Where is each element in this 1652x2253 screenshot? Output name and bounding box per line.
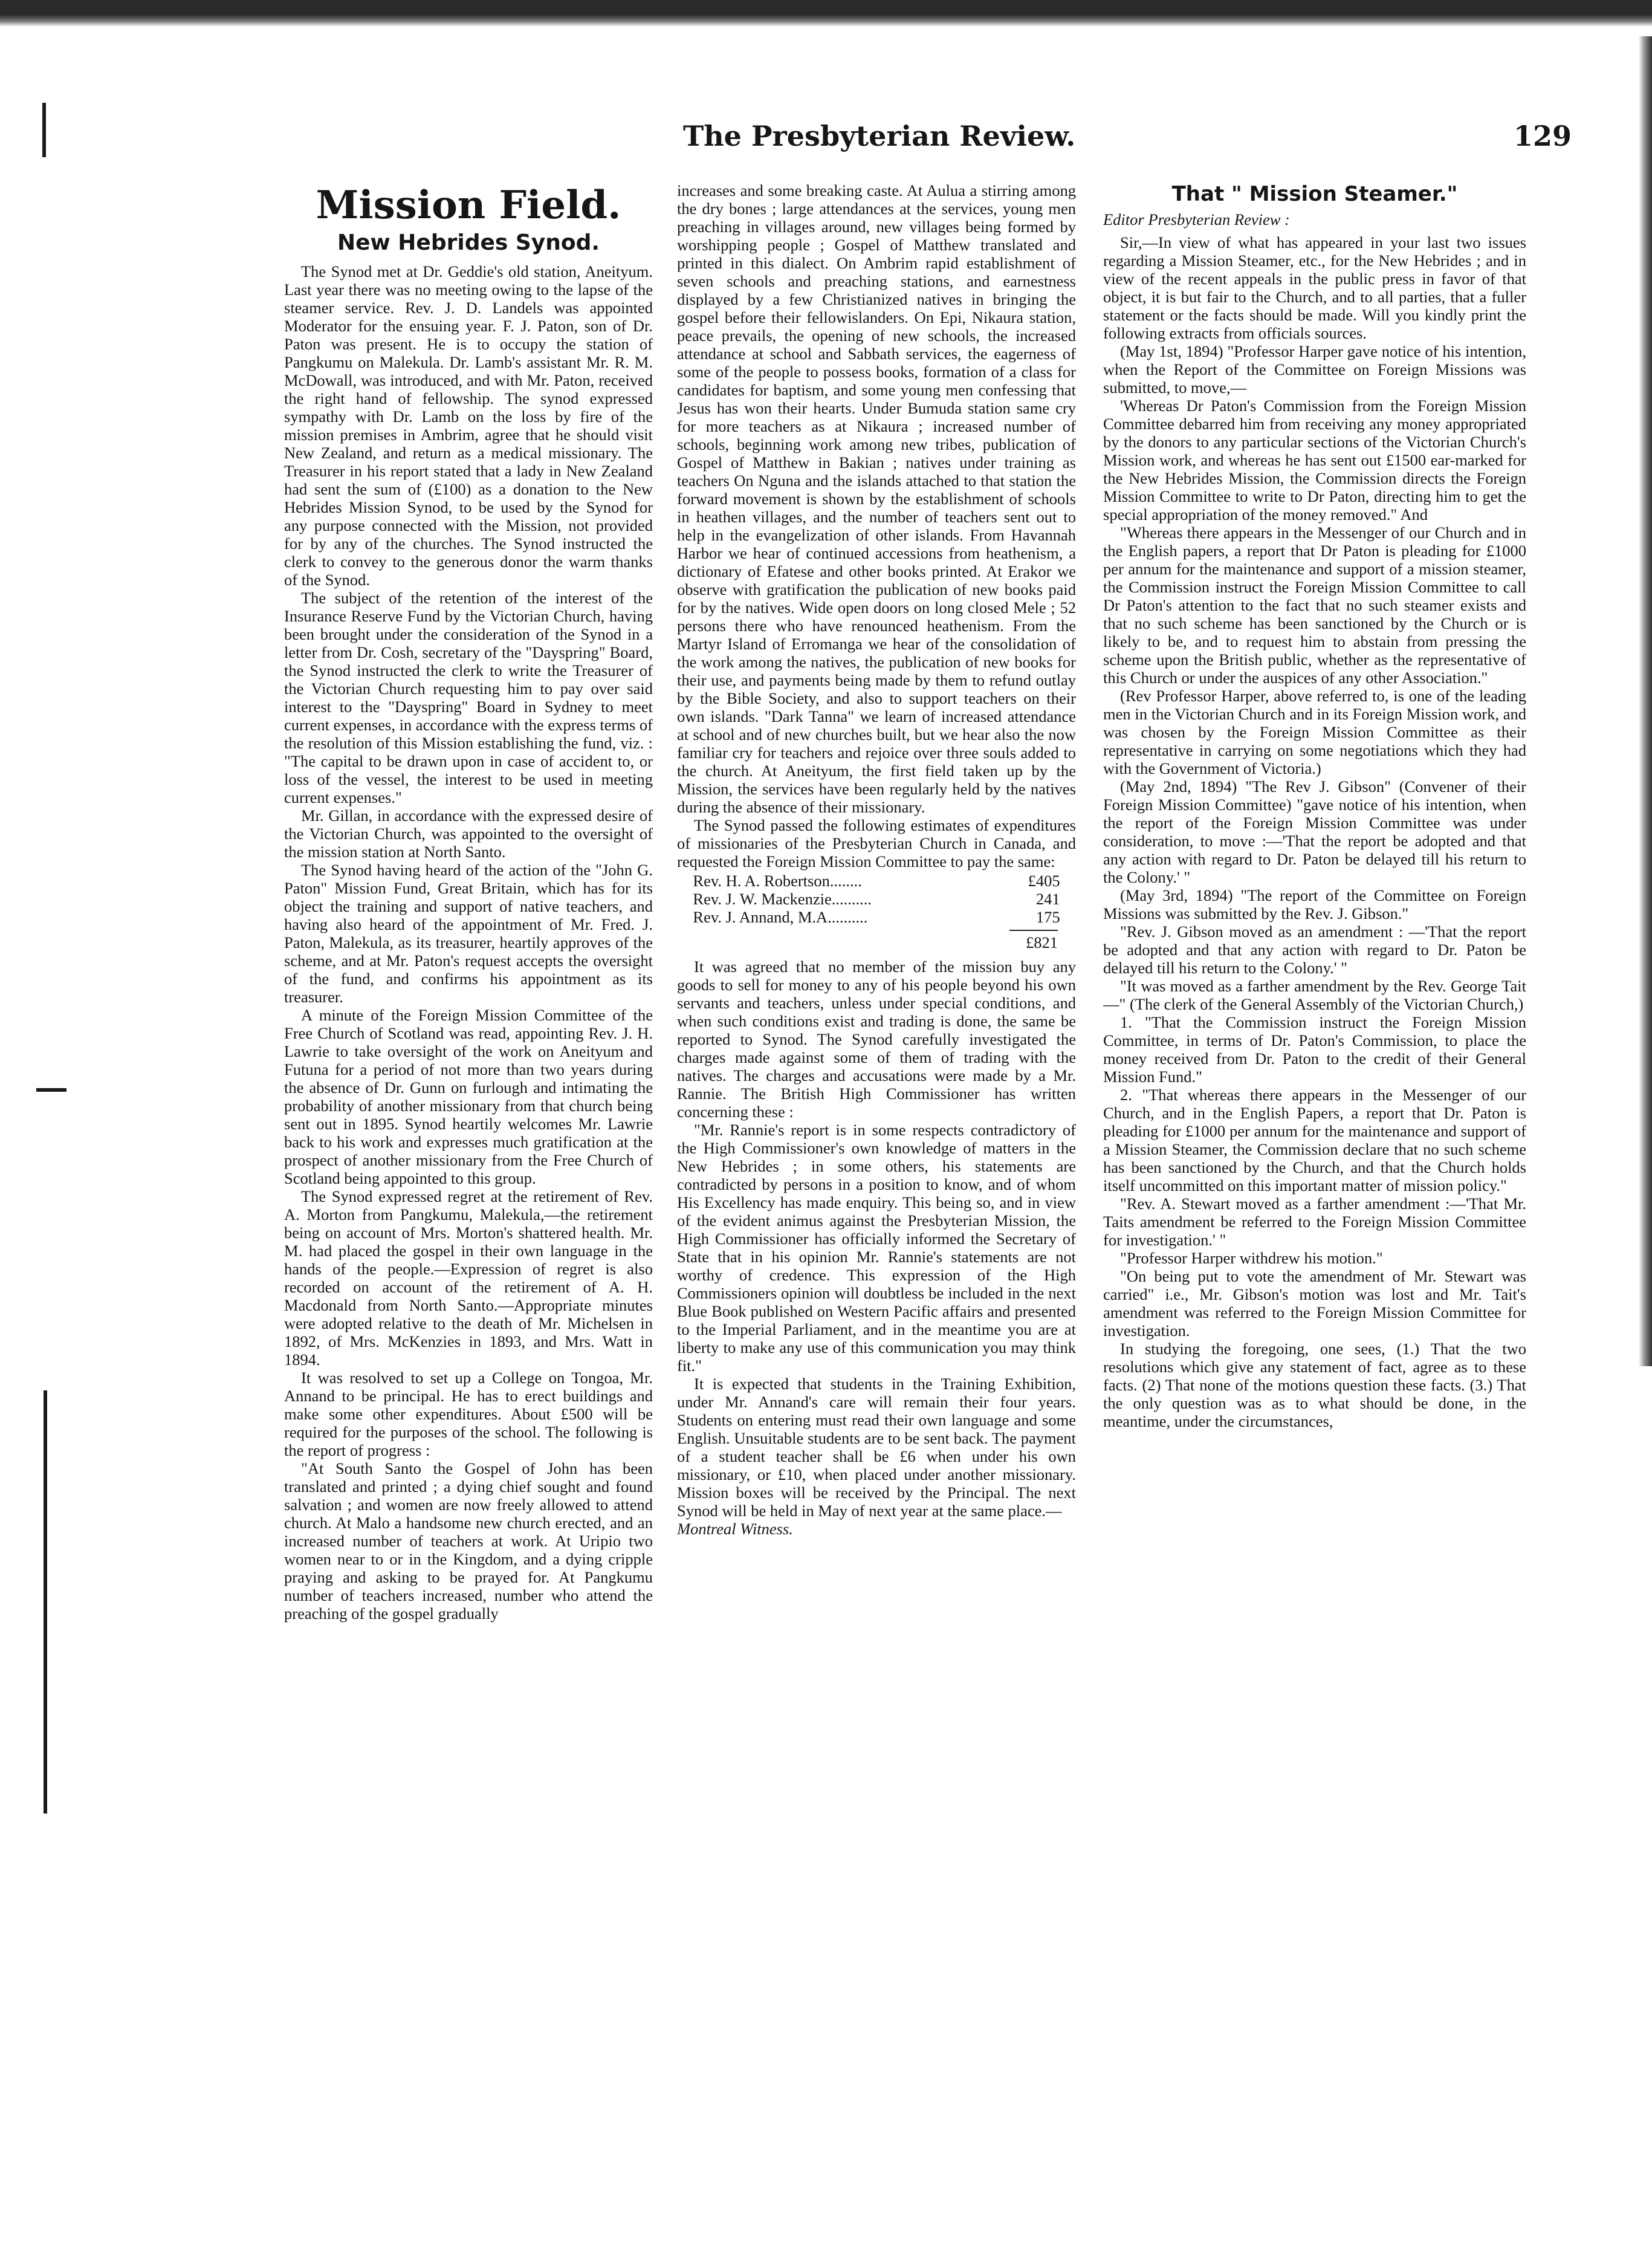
paragraph: (Rev Professor Harper, above referred to, is one of the leading men in the Victorian Church and in its Foreign Mission work, and was chosen by the Foreign Mission Committee as their representative in carrying on some negotiations which they had with the Government of Victoria.) <box>1103 687 1526 777</box>
paragraph: 'Whereas Dr Paton's Commission from the Foreign Mission Committee debarred him from receiving any money appropriated by the donors to any particular sections of the Victorian Church's Mission work, and whereas he has sent out £1500 ear-marked for the New Hebrides Mission, the Commission directs the Foreign Mission Committee to write to Dr Paton, directing him to get the special appropriation of the money removed." And <box>1103 397 1526 524</box>
letter-addressee: Editor Presbyterian Review : <box>1103 210 1290 229</box>
paragraph: The Synod met at Dr. Geddie's old station, Aneityum. Last year there was no meeting owing to the lapse of the steamer service. Rev. J. D. Landels was appointed Moderator for the ensuing year. F. J. Paton, son of Dr. Paton was present. He is to occupy the station of Pangkumu on Malekula. Dr. Lamb's assistant Mr. R. M. McDowall, was introduced, and with Mr. Paton, received the right hand of fellowship. The synod expressed sympathy with Dr. Lamb on the loss by fire of the mission premises in Ambrim, agree that he should visit New Zealand, and return as a medical missionary. The Treasurer in his report stated that a lady in New Zealand had sent the sum of (£100) as a donation to the New Hebrides Mission Synod, to be used by the Synod for any purpose connected with the Mission, not provided for by any of the churches. The Synod instructed the clerk to convey to the generous donor the warm thanks of the Synod. <box>284 262 653 589</box>
paragraph: Sir,—In view of what has appeared in your last two issues regarding a Mission Steamer, etc., for the New Hebrides ; and in view of the recent appeals in the public press in favor of that object, it is but fair to the Church, and to all parties, that a fuller statement or the facts should be made. Will you kindly print the following extracts from officials sources. <box>1103 233 1526 342</box>
paragraph: 2. "That whereas there appears in the Messenger of our Church, and in the English Papers, a report that Dr. Paton is pleading for £1000 per annum for the maintenance and support of a Mission Steamer, the Commission declare that no such scheme has been sanctioned by the Church, and that the Church holds itself uncommitted on this important matter of mission policy." <box>1103 1086 1526 1195</box>
paragraph: The subject of the retention of the interest of the Insurance Reserve Fund by the Victorian Church, having been brought under the consideration of the Synod in a letter from Dr. Cosh, secretary of the "Dayspring" Board, the Synod instructed the clerk to write the Treasurer of the Victorian Church requesting him to pay over said interest to the "Dayspring" Board in Sydney to meet current expenses, in accordance with the express terms of the resolution of this Mission establishing the fund, viz. : "The capital to be drawn upon in case of accident to, or loss of the vessel, the interest to be used in meeting current expenses." <box>284 589 653 806</box>
expenditure-total: £821 <box>1026 933 1058 951</box>
paragraph: "Rev. A. Stewart moved as a farther amendment :—'That Mr. Taits amendment be referred to the Foreign Mission Committee for investigation.' " <box>1103 1195 1526 1249</box>
paragraph: "It was moved as a farther amendment by the Rev. George Tait—" (The clerk of the General Assembly of the Victorian Church,) <box>1103 977 1526 1013</box>
paragraph: increases and some breaking caste. At Aulua a stirring among the dry bones ; large attendances at the services, young men preaching in villages around, new villages being formed by worshipping people ; Gospel of Matthew translated and printed in this dialect. On Ambrim rapid establishment of seven schools and preaching stations, and earnestness displayed by a few Christianized natives in bringing the gospel before their fellowislanders. On Epi, Nikaura station, peace prevails, the opening of new schools, the increased attendance at school and Sabbath services, the eagerness of some of the people to possess books, formation of a class for candidates for baptism, and some young men confessing that Jesus has won their hearts. Under Bumuda station same cry for more teachers as at Nikaura ; increased number of schools, beginning work among new tribes, publication of Gospel of Matthew in Bakian ; natives under training as teachers On Nguna and the islands attached to that station the forward movement is shown by the establishment of schools in heathen villages, and the number of teachers sent out to help in the evangelization of other islands. From Havannah Harbor we hear of continued accessions from heathenism, a dictionary of Efatese and other books printed. At Erakor we observe with gratification the publication of new books paid for by the natives. Wide open doors on long closed Mele ; 52 persons there who have renounced heathenism. From the Martyr Island of Erromanga we hear of the consolidation of the work among the natives, the publication of new books for their use, and payments being made by them to refund outlay by the Bible Society, and also to support teachers on their own islands. "Dark Tanna" we learn of increased attendance at school and of new churches built, but we hear also the now familiar cry for teachers and rejoice over three souls added to the church. At Aneityum, the first field taken up by the Mission, the services have been regularly held by the natives during the absence of their missionary. <box>677 181 1076 816</box>
paragraph: It is expected that students in the Training Exhibition, under Mr. Annand's care will remain their four years. Students on entering must read their own language and some English. Unsuitable students are to be sent back. The payment of a student teacher shall be £6 when under his own missionary, or £10, when placed under another missionary. Mission boxes will be received by the Principal. The next Synod will be held in May of next year at the same place.— <box>677 1375 1076 1520</box>
scan-border-right <box>1639 36 1652 1366</box>
section-subtitle: New Hebrides Synod. <box>337 230 600 255</box>
paragraph: "On being put to vote the amendment of Mr. Stewart was carried" i.e., Mr. Gibson's motion was lost and Mr. Tait's amendment was referred to the Foreign Mission Committee for investigation. <box>1103 1267 1526 1340</box>
paragraph: It was resolved to set up a College on Tongoa, Mr. Annand to be principal. He has to erect buildings and make some other expenditures. About £500 will be required for the purposes of the school. The following is the report of progress : <box>284 1369 653 1459</box>
letter-title: That " Mission Steamer." <box>1171 182 1458 206</box>
table-row <box>693 908 1060 926</box>
paragraph: In studying the foregoing, one sees, (1.) That the two resolutions which give any statement of fact, agree as to these facts. (2) That none of the motions question these facts. (3.) That the only question was as to what should be done, in the meantime, under the circumstances, <box>1103 1340 1526 1430</box>
missionary-name: Rev. J. W. Mackenzie.......... <box>693 890 872 908</box>
paragraph: Mr. Gillan, in accordance with the expressed desire of the Victorian Church, was appointed to the oversight of the mission station at North Santo. <box>284 806 653 861</box>
running-title: The Presbyterian Review. <box>683 120 1076 152</box>
source-credit: Montreal Witness. <box>677 1520 793 1538</box>
expenditure-table <box>693 872 1060 926</box>
missionary-amount: 241 <box>1035 890 1060 908</box>
paragraph: 1. "That the Commission instruct the Foreign Mission Committee, in terms of Dr. Paton's Commission, to place the money received from Dr. Paton to the credit of their General Mission Fund." <box>1103 1013 1526 1086</box>
paragraph: "Mr. Rannie's report is in some respects contradictory of the High Commissioner's own knowledge of matters in the New Hebrides ; in some others, his statements are contradicted by persons in a position to know, and of whom His Excellency has made enquiry. This being so, and in view of the evident animus against the Presbyterian Mission, the High Commissioner has officially informed the Secretary of State that in his opinion Mr. Rannie's statements are not worthy of credence. This expression of the High Commissioners opinion will doubtless be included in the next Blue Book published on Western Pacific affairs and presented to the Imperial Parliament, and in the meantime you are at liberty to make any use of this communication you may think fit." <box>677 1121 1076 1375</box>
paragraph: (May 3rd, 1894) "The report of the Committee on Foreign Missions was submitted by the Rev. J. Gibson." <box>1103 886 1526 922</box>
edge-mark <box>44 1390 47 1814</box>
paragraph: The Synod passed the following estimates of expenditures of missionaries of the Presbyterian Church in Canada, and requested the Foreign Mission Committee to pay the same: <box>677 816 1076 870</box>
paragraph: A minute of the Foreign Mission Committee of the Free Church of Scotland was read, appointing Rev. J. H. Lawrie to take oversight of the work on Aneityum and Futuna for a period of not more than two years during the absence of Dr. Gunn on furlough and intimating the probability of another missionary from that church being sent out in 1895. Synod heartily welcomes Mr. Lawrie back to his work and expresses much gratification at the prospect of another missionary from the Free Church of Scotland being appointed to this group. <box>284 1006 653 1187</box>
missionary-amount: £405 <box>1028 872 1060 890</box>
table-row <box>693 890 1060 908</box>
column-3 <box>1103 181 1526 2225</box>
paragraph: "Whereas there appears in the Messenger of our Church and in the English papers, a report that Dr Paton is pleading for £1000 per annum for the maintenance and support of a mission steamer, the Commission instruct the Foreign Mission Committee to call Dr Paton's attention to the fact that no such steamer exists and that no such scheme has been sanctioned by the Church or is likely to be, and to request him to abstain from pressing the scheme upon the British public, whether as the representative of this Church or under the auspices of any other Association." <box>1103 524 1526 687</box>
page-number: 129 <box>1513 120 1572 152</box>
paragraph: (May 2nd, 1894) "The Rev J. Gibson" (Convener of their Foreign Mission Committee) "gave notice of his intention, when the report of the Foreign Mission Committee was under consideration, to move :—'That the report be adopted and that any action with regard to Dr. Paton be delayed till his return to the Colony.' " <box>1103 777 1526 886</box>
column-1 <box>284 181 653 2225</box>
paragraph: "At South Santo the Gospel of John has been translated and printed ; a dying chief sought and found salvation ; and women are now freely allowed to attend church. At Malo a handsome new church erected, and an increased number of teachers at work. At Uripio two women near to or in the Kingdom, and a dying cripple praying and asking to be prayed for. At Pangkumu number of teachers increased, number who attend the preaching of the gospel gradually <box>284 1459 653 1622</box>
scan-border-top <box>0 0 1652 27</box>
paragraph: It was agreed that no member of the mission buy any goods to sell for money to any of his people beyond his own servants and teachers, unless under special conditions, and when such conditions exist and trading is done, the same be reported to Synod. The Synod carefully investigated the charges made against some of them of trading with the natives. The charges and accusations were made by a Mr. Rannie. The British High Commissioner has written concerning these : <box>677 958 1076 1121</box>
paragraph: (May 1st, 1894) "Professor Harper gave notice of his intention, when the Report of the Committee on Foreign Missions was submitted, to move,— <box>1103 342 1526 397</box>
section-title: Mission Field. <box>316 183 621 228</box>
edge-mark <box>42 103 46 157</box>
table-row <box>693 872 1060 890</box>
paragraph: "Rev. J. Gibson moved as an amendment : —'That the report be adopted and that any action with regard to Dr. Paton be delayed till his return to the Colony.' " <box>1103 922 1526 977</box>
page-header <box>641 120 1572 162</box>
missionary-name: Rev. J. Annand, M.A.......... <box>693 908 868 926</box>
edge-mark <box>36 1088 66 1092</box>
missionary-name: Rev. H. A. Robertson........ <box>693 872 862 890</box>
paragraph: "Professor Harper withdrew his motion." <box>1120 1249 1383 1267</box>
missionary-amount: 175 <box>1035 908 1060 926</box>
paragraph: The Synod expressed regret at the retirement of Rev. A. Morton from Pangkumu, Malekula,—the retirement being on account of Mrs. Morton's shattered health. Mr. M. had placed the gospel in their own language in the hands of the people.—Expression of regret is also recorded on account of the retirement of A. H. Macdonald from North Santo.—Appropriate minutes were adopted relative to the death of Mr. Michelsen in 1892, of Mrs. McKenzies in 1893, and Mrs. Watt in 1894. <box>284 1187 653 1369</box>
paragraph: The Synod having heard of the action of the "John G. Paton" Mission Fund, Great Britain, which has for its object the training and support of native teachers, and having also heard of the appointment of Mr. Fred. J. Paton, Malekula, as its treasurer, heartily approves of the scheme, and at Mr. Paton's request accepts the oversight of the fund, and confirms his appointment as its treasurer. <box>284 861 653 1006</box>
total-rule <box>1009 930 1058 931</box>
column-2 <box>677 181 1076 2225</box>
